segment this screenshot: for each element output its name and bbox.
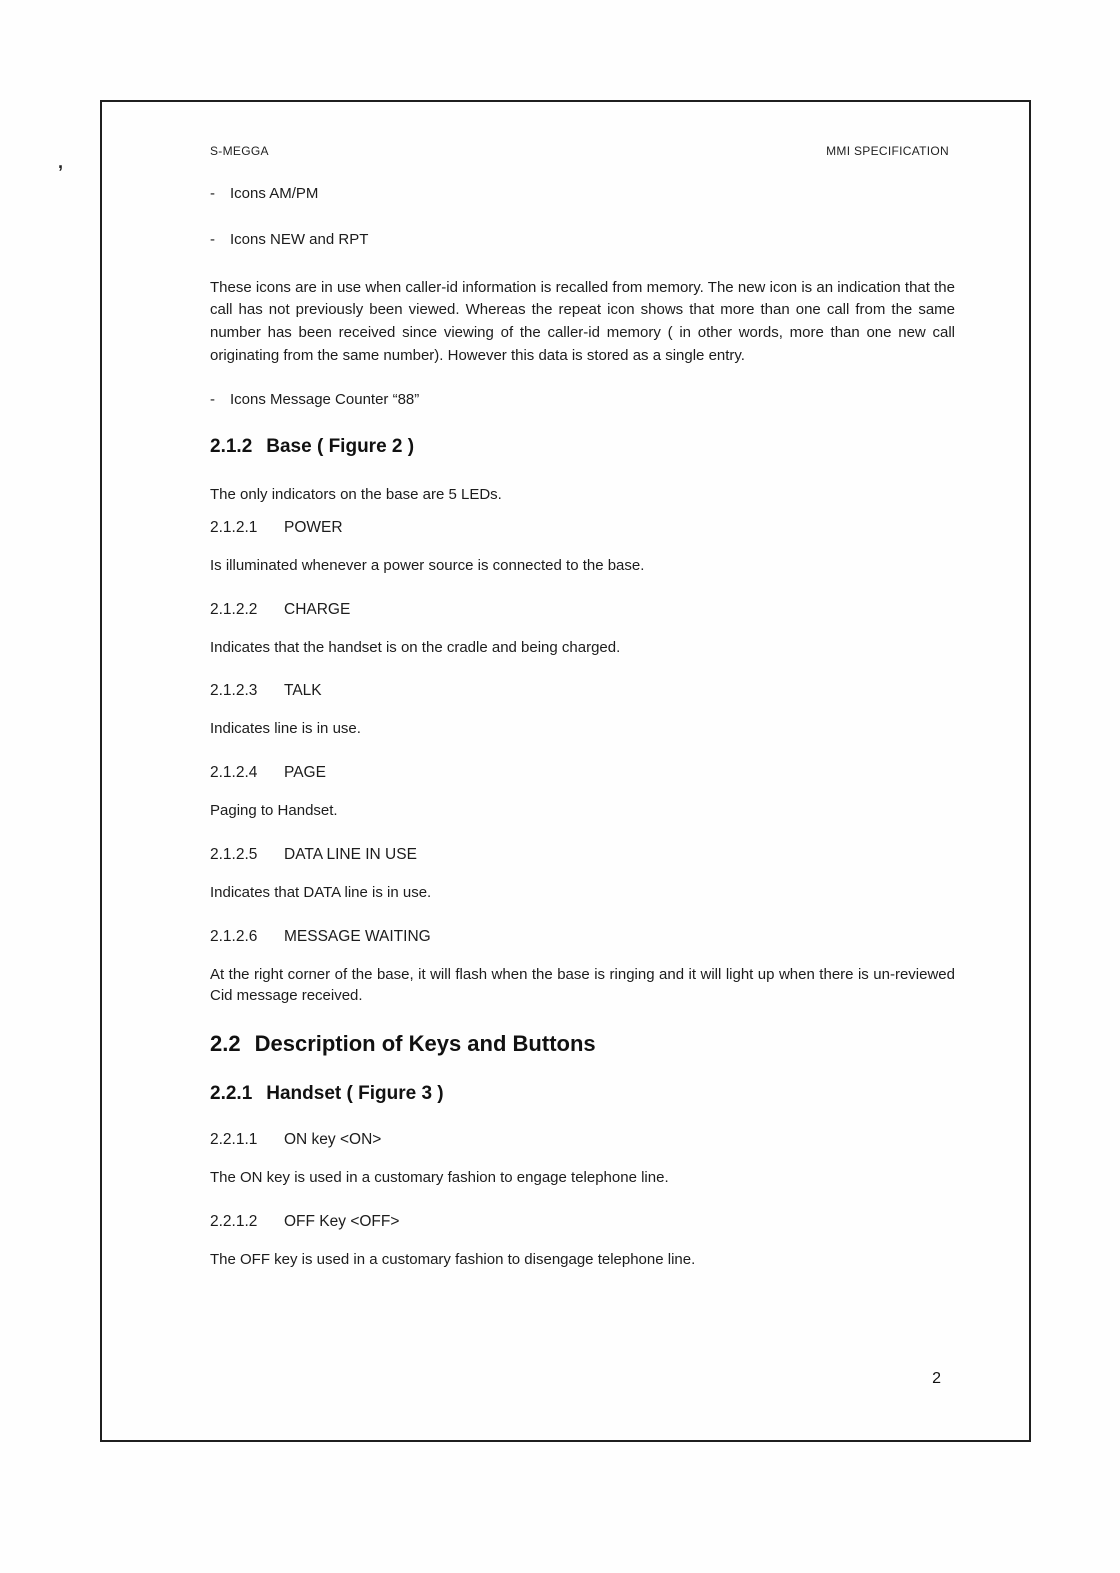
bullet-text: Icons AM/PM — [230, 185, 319, 202]
document-header — [210, 144, 949, 158]
item-number: 2.1.2.5 — [210, 845, 258, 863]
bullet-dash: - — [210, 231, 215, 249]
document-body — [210, 184, 955, 1295]
item-heading — [210, 1213, 955, 1231]
item-heading — [210, 928, 955, 946]
item-number: 2.1.2.6 — [210, 927, 258, 945]
item-title: PAGE — [284, 764, 326, 782]
page-border — [100, 100, 1031, 1442]
item-title: POWER — [284, 518, 343, 536]
item-heading — [210, 519, 955, 537]
item-heading — [210, 682, 955, 700]
section-title: Description of Keys and Buttons — [254, 1031, 596, 1057]
section-title: Handset ( Figure 3 ) — [266, 1083, 444, 1105]
item-title: OFF Key <OFF> — [284, 1212, 400, 1230]
item-body: Is illuminated whenever a power source is connected to the base. — [210, 556, 645, 574]
item-body: Indicates that the handset is on the cradle and being charged. — [210, 638, 621, 656]
spec-item-on-key — [210, 1131, 955, 1189]
item-title: TALK — [284, 682, 322, 700]
item-number: 2.2.1.2 — [210, 1212, 258, 1230]
item-body: The OFF key is used in a customary fashion to disengage telephone line. — [210, 1250, 696, 1268]
spec-item-message-waiting — [210, 928, 955, 1008]
bullet-text: Icons Message Counter “88” — [230, 390, 420, 408]
item-title: MESSAGE WAITING — [284, 927, 431, 945]
item-number: 2.1.2.2 — [210, 600, 258, 618]
section-number: 2.2.1 — [210, 1083, 253, 1105]
spec-item-talk — [210, 682, 955, 740]
spec-item-charge — [210, 601, 955, 659]
spec-item-data-line — [210, 846, 955, 904]
item-number: 2.1.2.4 — [210, 764, 258, 782]
item-body: Indicates line is in use. — [210, 720, 361, 738]
section-heading-212 — [210, 436, 955, 458]
section-title: Base ( Figure 2 ) — [266, 435, 415, 457]
item-heading — [210, 601, 955, 619]
item-title: ON key <ON> — [284, 1131, 382, 1149]
section-number: 2.1.2 — [210, 435, 253, 457]
item-title: CHARGE — [284, 600, 351, 618]
header-right-title: MMI SPECIFICATION — [826, 144, 949, 158]
bullet-icons-ampm — [210, 184, 955, 204]
item-body: Indicates that DATA line is in use. — [210, 883, 432, 901]
section-number: 2.2 — [210, 1031, 241, 1057]
item-heading — [210, 1131, 955, 1149]
bullet-icons-new-rpt — [210, 230, 955, 250]
bullet-dash: - — [210, 390, 215, 408]
item-number: 2.2.1.1 — [210, 1131, 258, 1149]
item-title: DATA LINE IN USE — [284, 845, 417, 863]
item-number: 2.1.2.1 — [210, 518, 258, 536]
spec-item-page — [210, 764, 955, 822]
item-body: The ON key is used in a customary fashion to engage telephone line. — [210, 1169, 669, 1187]
item-body: Paging to Handset. — [210, 802, 338, 820]
item-body: At the right corner of the base, it will flash when the base is ringing and it will light up when there is un-reviewed Cid message received. — [210, 965, 955, 1005]
spec-item-power — [210, 519, 955, 577]
item-number: 2.1.2.3 — [210, 682, 258, 700]
section-heading-221 — [210, 1083, 955, 1105]
bullet-message-counter — [210, 390, 955, 410]
page-number: 2 — [932, 1370, 941, 1387]
header-left-title: S-MEGGA — [210, 144, 269, 158]
bullet-text: Icons NEW and RPT — [230, 231, 369, 249]
section-heading-22 — [210, 1031, 955, 1057]
intro-paragraph: These icons are in use when caller-id information is recalled from memory. The new icon is an indication that the call has not previously been viewed. Whereas the repeat icon shows that more than one call from the same number has been received since viewing of the caller-id memory ( in other words, more than one new call originating from the same number). However this data is stored as a single entry. — [210, 278, 955, 364]
item-heading — [210, 764, 955, 782]
spec-item-off-key — [210, 1213, 955, 1271]
scan-artifact-mark: , — [58, 152, 64, 172]
item-heading — [210, 846, 955, 864]
bullet-dash: - — [210, 185, 215, 202]
section-212-lead: The only indicators on the base are 5 LEDs. — [210, 485, 502, 503]
